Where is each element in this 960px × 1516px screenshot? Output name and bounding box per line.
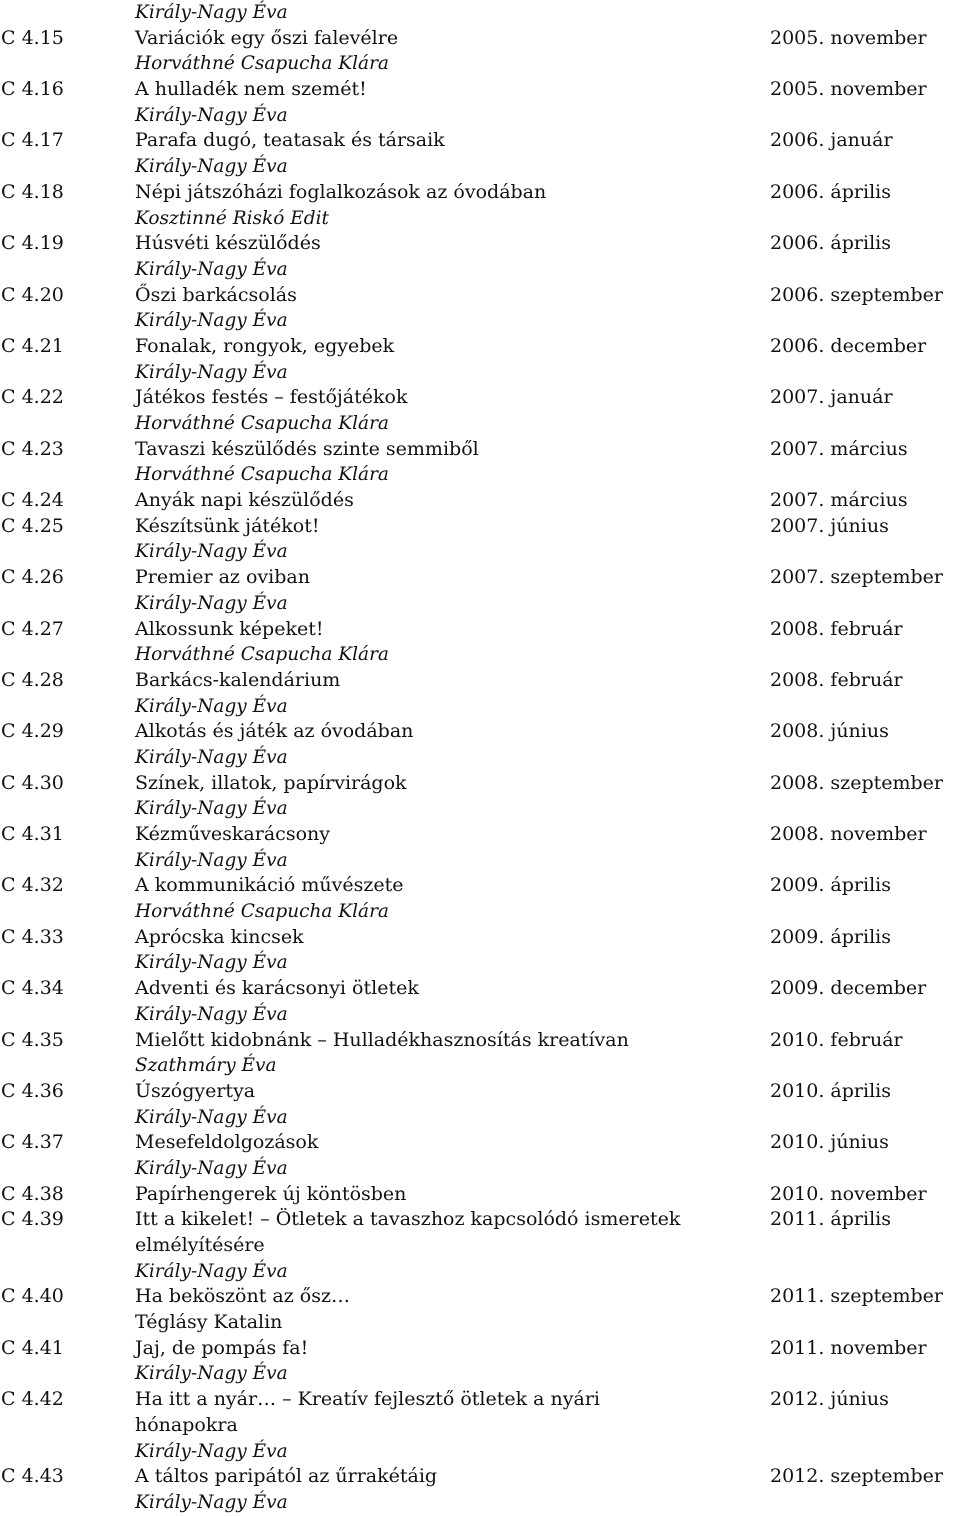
author-line <box>0 411 960 437</box>
entry-date: 2009. április <box>770 874 891 897</box>
author-name: Király-Nagy Éva <box>135 1363 288 1385</box>
entry-code: C 4.18 <box>1 180 64 203</box>
entry-line <box>0 385 960 411</box>
entry-title: Papírhengerek új köntösben <box>135 1182 407 1205</box>
entry-title: Téglásy Katalin <box>135 1311 283 1334</box>
entry-line <box>0 283 960 309</box>
entry-line <box>0 771 960 797</box>
entry-title: A hulladék nem szemét! <box>135 78 367 101</box>
entry-title: Mesefeldolgozások <box>135 1131 319 1154</box>
author-line <box>0 1002 960 1028</box>
author-name: Király-Nagy Éva <box>135 1106 288 1128</box>
entry-date: 2008. június <box>770 720 889 743</box>
entry-title: Anyák napi készülődés <box>135 489 354 512</box>
entry-title: Kézműveskarácsony <box>135 823 330 845</box>
author-name: Király-Nagy Éva <box>135 1157 288 1179</box>
author-line <box>0 694 960 720</box>
entry-code: C 4.32 <box>1 874 64 897</box>
author-name: Király-Nagy Éva <box>135 310 288 332</box>
entry-code: C 4.23 <box>1 437 64 460</box>
entry-title: Húsvéti készülődés <box>135 232 321 255</box>
author-name: Király-Nagy Éva <box>135 746 288 768</box>
author-line <box>0 642 960 668</box>
entry-title: Úszógyertya <box>135 1079 256 1102</box>
entry-line <box>0 1207 960 1233</box>
entry-date: 2007. március <box>770 437 908 460</box>
author-name: Szathmáry Éva <box>135 1055 277 1077</box>
entry-line <box>0 488 960 514</box>
author-line <box>0 360 960 386</box>
entry-date: 2008. november <box>770 823 927 845</box>
entry-code: C 4.41 <box>1 1336 64 1359</box>
author-name: Király-Nagy Éva <box>135 1003 288 1025</box>
entry-title: Színek, illatok, papírvirágok <box>135 771 407 794</box>
entry-date: 2005. november <box>770 26 927 49</box>
entry-line <box>0 976 960 1002</box>
entry-line <box>0 1028 960 1054</box>
author-line <box>0 848 960 874</box>
entry-line <box>0 1182 960 1208</box>
entry-title: Népi játszóházi foglalkozások az óvodában <box>135 180 547 203</box>
entry-code: C 4.30 <box>1 771 64 794</box>
entry-title: A kommunikáció művészete <box>135 874 404 897</box>
entry-line <box>0 1130 960 1156</box>
author-line <box>0 0 960 26</box>
author-name: Király-Nagy Éva <box>135 156 288 178</box>
author-name: Király-Nagy Éva <box>135 541 288 563</box>
author-line <box>0 1053 960 1079</box>
author-name: Király-Nagy Éva <box>135 1440 288 1462</box>
entry-date: 2009. december <box>770 977 927 1000</box>
entry-code: C 4.40 <box>1 1285 64 1308</box>
entry-code: C 4.26 <box>1 566 64 589</box>
entry-date: 2012. szeptember <box>770 1465 943 1488</box>
entry-code: C 4.37 <box>1 1131 64 1154</box>
entry-title: Játékos festés – festőjátékok <box>135 386 408 409</box>
continuation-line <box>0 1310 960 1336</box>
entry-code: C 4.38 <box>1 1182 64 1205</box>
author-line <box>0 1361 960 1387</box>
entry-code: C 4.34 <box>1 977 64 1000</box>
entry-title: Készítsünk játékot! <box>135 514 320 537</box>
entry-date: 2010. április <box>770 1079 891 1102</box>
author-line <box>0 462 960 488</box>
author-name: Horváthné Csapucha Klára <box>135 901 389 923</box>
entry-title: Jaj, de pompás fa! <box>135 1336 309 1359</box>
author-line <box>0 257 960 283</box>
entry-date: 2007. június <box>770 514 889 537</box>
author-line <box>0 1439 960 1465</box>
entry-line <box>0 437 960 463</box>
author-name: Király-Nagy Éva <box>135 952 288 974</box>
entry-code: C 4.21 <box>1 334 64 357</box>
entry-line <box>0 1464 960 1490</box>
author-name: Király-Nagy Éva <box>135 849 288 871</box>
entry-title: Alkossunk képeket! <box>135 617 324 640</box>
entry-title: Ha itt a nyár… – Kreatív fejlesztő ötletek a nyári <box>135 1388 600 1411</box>
author-line <box>0 950 960 976</box>
entry-title: Premier az oviban <box>135 566 310 589</box>
entry-line <box>0 617 960 643</box>
author-line <box>0 51 960 77</box>
author-name: Király-Nagy Éva <box>135 104 288 126</box>
entry-code: C 4.43 <box>1 1465 64 1488</box>
entry-title: Tavaszi készülődés szinte semmiből <box>135 437 479 460</box>
entry-code: C 4.22 <box>1 386 64 409</box>
entry-line <box>0 925 960 951</box>
entry-code: C 4.28 <box>1 668 64 691</box>
entry-title: Mielőtt kidobnánk – Hulladékhasznosítás kreatívan <box>135 1028 629 1051</box>
entry-line <box>0 334 960 360</box>
entry-date: 2006. április <box>770 180 891 203</box>
entry-line <box>0 1336 960 1362</box>
entry-date: 2010. november <box>770 1182 927 1205</box>
entry-date: 2005. november <box>770 78 927 101</box>
author-name: Király-Nagy Éva <box>135 258 288 280</box>
entry-line <box>0 180 960 206</box>
entry-code: C 4.19 <box>1 232 64 255</box>
entry-date: 2006. december <box>770 334 927 357</box>
entry-date: 2008. február <box>770 668 903 691</box>
author-line <box>0 1259 960 1285</box>
entry-date: 2007. január <box>770 386 893 409</box>
entry-date: 2007. szeptember <box>770 566 943 589</box>
entry-code: C 4.35 <box>1 1028 64 1051</box>
entry-line <box>0 822 960 848</box>
entry-title: Barkács-kalendárium <box>135 668 341 691</box>
entry-code: C 4.39 <box>1 1208 64 1231</box>
author-name: Király-Nagy Éva <box>135 695 288 717</box>
entry-line <box>0 1079 960 1105</box>
entry-date: 2011. szeptember <box>770 1285 943 1308</box>
author-name: Király-Nagy Éva <box>135 1260 288 1282</box>
entry-code: C 4.33 <box>1 925 64 948</box>
author-line <box>0 796 960 822</box>
entry-date: 2009. április <box>770 925 891 948</box>
entry-line <box>0 514 960 540</box>
entry-code: C 4.24 <box>1 489 64 512</box>
author-line <box>0 308 960 334</box>
entry-date: 2010. június <box>770 1131 889 1154</box>
entry-date: 2008. február <box>770 617 903 640</box>
entry-date: 2006. április <box>770 232 891 255</box>
entry-code: C 4.42 <box>1 1388 64 1411</box>
continuation-line <box>0 1233 960 1259</box>
entry-line <box>0 77 960 103</box>
entry-code: C 4.29 <box>1 720 64 743</box>
entry-code: C 4.15 <box>1 26 64 49</box>
entry-code: C 4.17 <box>1 129 64 152</box>
entry-date: 2008. szeptember <box>770 771 943 794</box>
entry-code: C 4.20 <box>1 283 64 306</box>
entry-code: C 4.27 <box>1 617 64 640</box>
entry-date: 2011. november <box>770 1336 927 1359</box>
continuation-line <box>0 1413 960 1439</box>
entry-title: hónapokra <box>135 1413 238 1436</box>
entry-date: 2006. szeptember <box>770 283 943 306</box>
entry-code: C 4.36 <box>1 1079 64 1102</box>
author-line <box>0 1105 960 1131</box>
entry-line <box>0 565 960 591</box>
entry-date: 2011. április <box>770 1208 891 1231</box>
entry-date: 2010. február <box>770 1028 903 1051</box>
author-name: Horváthné Csapucha Klára <box>135 464 389 486</box>
author-line <box>0 591 960 617</box>
author-line <box>0 1490 960 1516</box>
author-name: Király-Nagy Éva <box>135 1491 288 1513</box>
entry-title: Variációk egy őszi falevélre <box>135 26 399 49</box>
entry-line <box>0 719 960 745</box>
author-name: Király-Nagy Éva <box>135 798 288 820</box>
author-line <box>0 899 960 925</box>
entry-date: 2012. június <box>770 1388 889 1411</box>
entry-code: C 4.31 <box>1 823 64 845</box>
entry-line <box>0 873 960 899</box>
entry-line <box>0 668 960 694</box>
entry-code: C 4.25 <box>1 514 64 537</box>
author-line <box>0 154 960 180</box>
entry-line <box>0 128 960 154</box>
entry-title: Alkotás és játék az óvodában <box>135 720 414 743</box>
author-line <box>0 103 960 129</box>
author-name: Király-Nagy Éva <box>135 592 288 614</box>
entry-title: elmélyítésére <box>135 1234 265 1256</box>
entry-line <box>0 26 960 52</box>
entry-title: A táltos paripától az űrrakétáig <box>135 1465 438 1488</box>
entry-title: Adventi és karácsonyi ötletek <box>135 977 419 1000</box>
author-name: Horváthné Csapucha Klára <box>135 413 389 434</box>
author-line <box>0 745 960 771</box>
author-line <box>0 1156 960 1182</box>
entry-line <box>0 1284 960 1310</box>
author-name: Horváthné Csapucha Klára <box>135 53 389 75</box>
entry-line <box>0 1387 960 1413</box>
author-name: Kosztinné Riskó Edit <box>135 207 329 229</box>
entry-title: Fonalak, rongyok, egyebek <box>135 334 395 357</box>
author-name: Király-Nagy Éva <box>135 361 288 383</box>
entry-date: 2006. január <box>770 129 893 152</box>
entry-title: Parafa dugó, teatasak és társaik <box>135 129 445 152</box>
entry-code: C 4.16 <box>1 78 64 101</box>
author-name: Horváthné Csapucha Klára <box>135 644 389 666</box>
entry-title: Őszi barkácsolás <box>135 283 297 306</box>
author-line <box>0 539 960 565</box>
entry-title: Ha beköszönt az ősz… <box>135 1285 350 1308</box>
author-name: Király-Nagy Éva <box>135 2 288 23</box>
entry-line <box>0 231 960 257</box>
entry-title: Itt a kikelet! – Ötletek a tavaszhoz kapcsolódó ismeretek <box>135 1208 681 1231</box>
entry-title: Aprócska kincsek <box>135 925 304 948</box>
entry-date: 2007. március <box>770 489 908 512</box>
author-line <box>0 206 960 232</box>
